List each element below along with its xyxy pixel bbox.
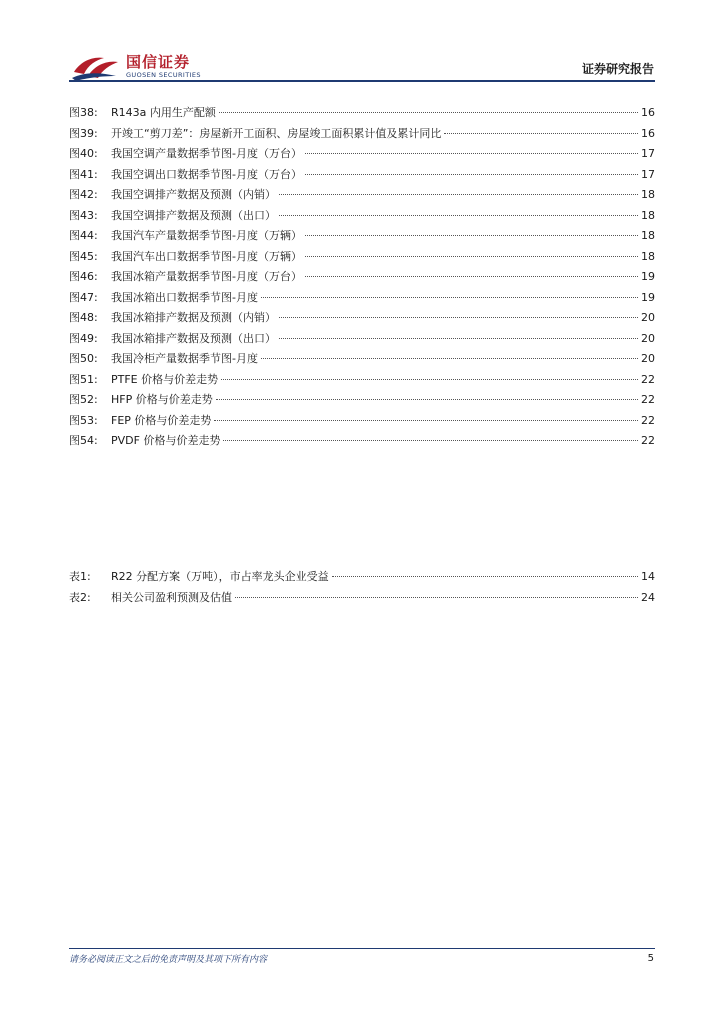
toc-entry-label: 图49: (69, 331, 98, 345)
toc-entry-label: 图47: (69, 290, 98, 304)
toc-entry-title[interactable]: 我国冰箱排产数据及预测（内销） (111, 311, 276, 324)
toc-entry-page[interactable]: 24 (641, 590, 655, 604)
toc-entry-title[interactable]: 我国冰箱产量数据季节图-月度（万台） (111, 270, 302, 283)
toc-entry-title[interactable]: 我国空调产量数据季节图-月度（万台） (111, 147, 302, 160)
toc-entry-title[interactable]: HFP 价格与价差走势 (111, 393, 213, 406)
toc-entry[interactable] (69, 165, 655, 186)
toc-entry-page[interactable]: 22 (641, 393, 655, 406)
toc-entry-page[interactable]: 22 (641, 413, 655, 427)
toc-entry-title[interactable]: 我国冰箱出口数据季节图-月度 (111, 290, 258, 304)
toc-dot-leader (261, 357, 638, 359)
toc-entry-label: 图38: (69, 106, 98, 119)
toc-dot-leader (305, 234, 638, 236)
toc-entry-page[interactable]: 18 (641, 249, 655, 263)
toc-dot-leader (279, 337, 638, 339)
toc-entry-page[interactable]: 16 (641, 106, 655, 119)
toc-entry[interactable] (69, 226, 655, 247)
toc-dot-leader (305, 275, 638, 277)
toc-entry[interactable] (69, 329, 655, 350)
toc-entry[interactable] (69, 206, 655, 227)
toc-dot-leader (305, 255, 638, 257)
toc-entry[interactable] (69, 144, 655, 165)
toc-entry[interactable] (69, 370, 655, 391)
guosen-logo-icon (70, 50, 122, 82)
toc-entry-title[interactable]: 相关公司盈利预测及估值 (111, 590, 232, 604)
toc-entry[interactable] (69, 103, 655, 124)
toc-entry-label: 图39: (69, 126, 98, 140)
toc-dot-leader (221, 378, 638, 380)
toc-entry[interactable] (69, 124, 655, 145)
toc-entry-title[interactable]: 我国冰箱排产数据及预测（出口） (111, 331, 276, 345)
toc-entry[interactable] (69, 185, 655, 206)
figure-index (69, 103, 655, 452)
toc-dot-leader (279, 316, 638, 318)
toc-entry-label: 图43: (69, 208, 98, 222)
page-number: 5 (647, 953, 654, 964)
toc-dot-leader (332, 575, 638, 577)
toc-entry[interactable] (69, 288, 655, 309)
toc-entry-title[interactable]: 我国空调排产数据及预测（内销） (111, 188, 276, 201)
toc-entry-label: 图46: (69, 270, 98, 283)
toc-entry-label: 图48: (69, 311, 98, 324)
toc-entry-title[interactable]: FEP 价格与价差走势 (111, 413, 212, 427)
toc-entry-label: 图54: (69, 434, 98, 447)
toc-entry-title[interactable]: 我国汽车出口数据季节图-月度（万辆） (111, 249, 302, 263)
header-divider (69, 80, 655, 82)
toc-dot-leader (279, 214, 638, 216)
toc-entry[interactable] (69, 411, 655, 432)
toc-entry-page[interactable]: 18 (641, 229, 655, 242)
toc-entry-label: 表2: (69, 590, 91, 604)
toc-entry-label: 图44: (69, 229, 98, 242)
toc-entry-title[interactable]: 我国汽车产量数据季节图-月度（万辆） (111, 229, 302, 242)
toc-entry-label: 图45: (69, 249, 98, 263)
toc-dot-leader (235, 596, 638, 598)
table-index (69, 567, 655, 608)
toc-entry[interactable] (69, 247, 655, 268)
toc-entry-page[interactable]: 17 (641, 167, 655, 181)
toc-entry-label: 表1: (69, 570, 91, 583)
toc-entry-title[interactable]: 我国冷柜产量数据季节图-月度 (111, 352, 258, 365)
page-header (0, 0, 724, 90)
toc-entry-page[interactable]: 17 (641, 147, 655, 160)
toc-entry[interactable] (69, 390, 655, 411)
toc-entry-page[interactable]: 14 (641, 570, 655, 583)
toc-entry-label: 图50: (69, 352, 98, 365)
toc-entry[interactable] (69, 567, 655, 588)
toc-entry-page[interactable]: 20 (641, 331, 655, 345)
toc-dot-leader (305, 152, 638, 154)
logo-english-name: GUOSEN SECURITIES (126, 71, 201, 79)
toc-entry-page[interactable]: 20 (641, 352, 655, 365)
toc-dot-leader (219, 111, 638, 113)
toc-entry-title[interactable]: 我国空调排产数据及预测（出口） (111, 208, 276, 222)
toc-entry-label: 图41: (69, 167, 98, 181)
toc-entry-page[interactable]: 20 (641, 311, 655, 324)
toc-entry-page[interactable]: 16 (641, 126, 655, 140)
toc-entry-page[interactable]: 19 (641, 290, 655, 304)
toc-dot-leader (305, 173, 638, 175)
toc-entry-page[interactable]: 22 (641, 434, 655, 447)
guosen-logo[interactable] (70, 50, 220, 84)
toc-entry-label: 图53: (69, 413, 98, 427)
toc-entry-label: 图42: (69, 188, 98, 201)
toc-entry-title[interactable]: PVDF 价格与价差走势 (111, 434, 221, 447)
toc-dot-leader (279, 193, 638, 195)
toc-dot-leader (216, 398, 638, 400)
toc-entry-title[interactable]: R22 分配方案（万吨），市占率龙头企业受益 (111, 570, 329, 583)
toc-entry-label: 图52: (69, 393, 98, 406)
toc-entry-label: 图51: (69, 372, 98, 386)
toc-entry[interactable] (69, 588, 655, 609)
toc-entry[interactable] (69, 267, 655, 288)
toc-entry[interactable] (69, 308, 655, 329)
toc-dot-leader (223, 439, 638, 441)
logo-chinese-name: 国信证券 (126, 53, 191, 71)
toc-entry-page[interactable]: 22 (641, 372, 655, 386)
toc-dot-leader (214, 419, 638, 421)
toc-entry-title[interactable]: R143a 内用生产配额 (111, 106, 216, 119)
toc-entry-title[interactable]: 我国空调出口数据季节图-月度（万台） (111, 167, 302, 181)
toc-entry[interactable] (69, 349, 655, 370)
report-type-label: 证券研究报告 (581, 62, 654, 76)
toc-entry-page[interactable]: 18 (641, 208, 655, 222)
toc-entry-title[interactable]: 开竣工“剪刀差”：房屋新开工面积、房屋竣工面积累计值及累计同比 (111, 126, 442, 140)
toc-entry-page[interactable]: 18 (641, 188, 655, 201)
toc-entry[interactable] (69, 431, 655, 452)
footer-disclaimer: 请务必阅读正文之后的免责声明及其项下所有内容 (69, 955, 268, 965)
footer-divider (69, 948, 655, 949)
toc-entry-label: 图40: (69, 147, 98, 160)
toc-entry-title[interactable]: PTFE 价格与价差走势 (111, 372, 219, 386)
toc-dot-leader (444, 132, 638, 134)
toc-dot-leader (261, 296, 638, 298)
toc-entry-page[interactable]: 19 (641, 270, 655, 283)
